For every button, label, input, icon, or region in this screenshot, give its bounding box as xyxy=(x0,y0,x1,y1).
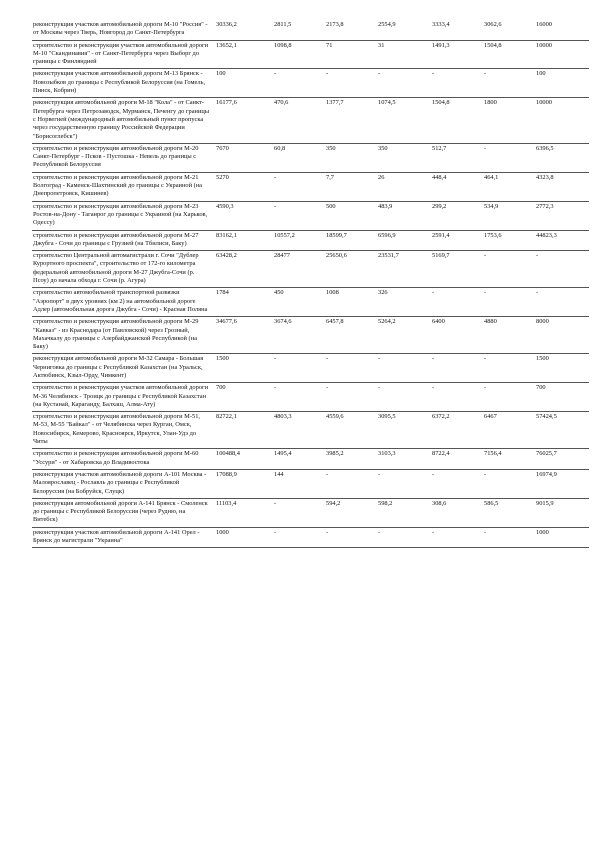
value-cell: 4559,6 xyxy=(326,413,344,421)
value-cell: 3674,6 xyxy=(274,318,292,326)
table-row xyxy=(32,69,589,98)
value-cell: 10557,2 xyxy=(274,231,295,239)
table-row xyxy=(32,498,589,527)
value-cell: - xyxy=(484,252,487,260)
project-name-cell: реконструкция автомобильной дороги М-18 "Кола" - от Санкт-Петербурга через Петрозаводск, Мурманск, Печенгу до границы с Норвегией (международный автомобильный пункт пропуска через государственную границу Российской Федерации "Борисоглебск") xyxy=(33,99,210,140)
value-cell: 450 xyxy=(274,289,284,297)
value-cell: 144 xyxy=(274,470,284,478)
value-cell: 448,4 xyxy=(432,173,447,181)
value-cell: - xyxy=(326,470,329,478)
table-row xyxy=(32,317,589,354)
value-cell: 1784 xyxy=(216,289,229,297)
value-cell: 1000 xyxy=(216,528,229,536)
value-cell: 11103,4 xyxy=(216,499,237,507)
value-cell: 13652,1 xyxy=(216,41,237,49)
value-cell: 6457,8 xyxy=(326,318,344,326)
value-cell: 1491,3 xyxy=(432,41,450,49)
value-cell: 4803,3 xyxy=(274,413,292,421)
table-row xyxy=(32,412,589,449)
value-cell: 1753,6 xyxy=(484,231,502,239)
table-row xyxy=(32,172,589,201)
table-row xyxy=(32,98,589,143)
value-cell: 1500 xyxy=(216,355,229,363)
value-cell: 5264,2 xyxy=(378,318,396,326)
value-cell: 8722,4 xyxy=(432,450,450,458)
table-row xyxy=(32,527,589,548)
value-cell: - xyxy=(274,355,277,363)
value-cell: - xyxy=(274,202,277,210)
value-cell: 2591,4 xyxy=(432,231,450,239)
value-cell: 100 xyxy=(536,70,546,78)
value-cell: 44823,3 xyxy=(536,231,557,239)
project-name-cell: строительство и реконструкция участков автомобильной дороги М-36 Челябинск - Троицк до границы с Республикой Казахстан (на Кустанай, Караганду, Балхаш, Алма-Ату) xyxy=(33,384,209,408)
value-cell: 5169,7 xyxy=(432,252,450,260)
value-cell: - xyxy=(378,384,381,392)
value-cell: 17088,9 xyxy=(216,470,237,478)
value-cell: 7156,4 xyxy=(484,450,502,458)
value-cell: 1000 xyxy=(536,528,549,536)
value-cell: 7670 xyxy=(216,144,229,152)
value-cell: - xyxy=(484,528,487,536)
value-cell: 7,7 xyxy=(326,173,334,181)
value-cell: - xyxy=(274,528,277,536)
value-cell: 4590,3 xyxy=(216,202,234,210)
table-row xyxy=(32,230,589,251)
value-cell: 534,9 xyxy=(484,202,499,210)
project-name-cell: строительство автомобильной транспортной развязки "Аэропорт" в двух уровнях (км 2) на автомобильной дороге Адлер (автомобильная дорога Джубга - Сочи) - Красная Поляна xyxy=(33,289,208,313)
value-cell: 76025,7 xyxy=(536,450,557,458)
project-name-cell: реконструкция участков автомобильной дороги А-101 Москва - Малоярославец - Рославль до границы с Республикой Белоруссия (на Бобруйск, Слуцк) xyxy=(33,470,207,495)
value-cell: 57424,5 xyxy=(536,413,557,421)
value-cell: 18599,7 xyxy=(326,231,347,239)
project-name-cell: строительство и реконструкция автомобильной дороги М-20 Санкт-Петербург - Псков - Пустошка - Невель до границы с Республикой Белоруссия xyxy=(33,144,199,169)
table-row xyxy=(32,288,589,317)
value-cell: - xyxy=(432,384,435,392)
value-cell: - xyxy=(326,528,329,536)
value-cell: 10000 xyxy=(536,41,552,49)
project-name-cell: реконструкция участков автомобильной дороги М-10 "Россия" - от Москвы через Тверь, Новгород до Санкт-Петербурга xyxy=(33,21,208,37)
value-cell: - xyxy=(326,70,329,78)
value-cell: 83162,1 xyxy=(216,231,237,239)
value-cell: 3103,3 xyxy=(378,450,396,458)
table-row xyxy=(32,40,589,69)
value-cell: 60,8 xyxy=(274,144,286,152)
value-cell: 8000 xyxy=(536,318,549,326)
value-cell: - xyxy=(274,173,277,181)
value-cell: - xyxy=(432,70,435,78)
value-cell: 5270 xyxy=(216,173,229,181)
value-cell: 30336,2 xyxy=(216,21,237,28)
value-cell: 594,2 xyxy=(326,499,341,507)
value-cell: 350 xyxy=(378,144,388,152)
value-cell: - xyxy=(432,289,435,297)
value-cell: 470,6 xyxy=(274,99,289,107)
value-cell: - xyxy=(484,289,487,297)
value-cell: - xyxy=(378,70,381,78)
value-cell: 25650,6 xyxy=(326,252,347,260)
value-cell: 16177,6 xyxy=(216,99,237,107)
value-cell: 308,6 xyxy=(432,499,447,507)
value-cell: 326 xyxy=(378,289,388,297)
value-cell: - xyxy=(432,528,435,536)
value-cell: 34677,6 xyxy=(216,318,237,326)
value-cell: - xyxy=(432,470,435,478)
roads-investment-table xyxy=(32,20,589,548)
project-name-cell: строительство и реконструкция автомобильной дороги М-27 Джубга - Сочи до границы с Грузией (на Тбилиси, Баку) xyxy=(33,231,199,247)
project-name-cell: строительство и реконструкция автомобильной дороги М-51, М-53, М-55 "Байкал" - от Челябинска через Курган, Омск, Новосибирск, Кемерово, Красноярск, Иркутск, Улан-Удэ до Читы xyxy=(33,413,200,446)
value-cell: - xyxy=(484,384,487,392)
value-cell: 1377,7 xyxy=(326,99,344,107)
table-row xyxy=(32,449,589,470)
project-name-cell: строительство Центральной автомагистрали г. Сочи "Дублер Курортного проспекта", строительство от 172-го километра федеральной автомобильной дороги М-27 Джубга-Сочи (р. Псоу) до начала обхода г. Сочи (р. Агура) xyxy=(33,252,199,285)
value-cell: 2772,3 xyxy=(536,202,554,210)
value-cell: 100 xyxy=(216,70,226,78)
value-cell: 31 xyxy=(378,41,385,49)
value-cell: 1008 xyxy=(326,289,339,297)
project-name-cell: реконструкция автомобильной дороги А-141 Брянск - Смоленск до границы с Республикой Белоруссия (через Рудню, на Витебск) xyxy=(33,499,208,524)
value-cell: 100488,4 xyxy=(216,450,240,458)
value-cell: - xyxy=(326,355,329,363)
value-cell: 3985,2 xyxy=(326,450,344,458)
value-cell: 6400 xyxy=(432,318,445,326)
value-cell: 23531,7 xyxy=(378,252,399,260)
table-row xyxy=(32,383,589,412)
table-row xyxy=(32,20,589,40)
table-row xyxy=(32,469,589,498)
value-cell: - xyxy=(536,252,539,260)
value-cell: 1500 xyxy=(536,355,549,363)
value-cell: 700 xyxy=(216,384,226,392)
value-cell: 598,2 xyxy=(378,499,393,507)
value-cell: 6596,9 xyxy=(378,231,396,239)
value-cell: 1800 xyxy=(484,99,497,107)
value-cell: 512,7 xyxy=(432,144,447,152)
value-cell: 16974,9 xyxy=(536,470,557,478)
value-cell: 1074,5 xyxy=(378,99,396,107)
value-cell: 3062,6 xyxy=(484,21,502,28)
value-cell: 700 xyxy=(536,384,546,392)
value-cell: 500 xyxy=(326,202,336,210)
value-cell: 350 xyxy=(326,144,336,152)
value-cell: - xyxy=(274,384,277,392)
table-row xyxy=(32,143,589,172)
value-cell: - xyxy=(274,499,277,507)
value-cell: - xyxy=(484,355,487,363)
value-cell: - xyxy=(484,470,487,478)
project-name-cell: строительство и реконструкция автомобильной дороги М-60 "Уссури" - от Хабаровска до Владивостока xyxy=(33,450,199,466)
project-name-cell: строительство и реконструкция автомобильной дороги М-23 Ростов-на-Дону - Таганрог до границы с Украиной (на Харьков, Одессу) xyxy=(33,202,208,227)
value-cell: - xyxy=(274,70,277,78)
value-cell: 483,9 xyxy=(378,202,393,210)
value-cell: 1098,8 xyxy=(274,41,292,49)
value-cell: - xyxy=(378,528,381,536)
table-row xyxy=(32,251,589,288)
value-cell: 1495,4 xyxy=(274,450,292,458)
project-name-cell: реконструкция участков автомобильной дороги М-13 Брянск - Новозыбков до границы с Республикой Белоруссия (на Гомель, Пинск, Кобрин) xyxy=(33,70,206,95)
value-cell: - xyxy=(432,355,435,363)
value-cell: 464,1 xyxy=(484,173,499,181)
value-cell: 1504,8 xyxy=(484,41,502,49)
project-name-cell: строительство и реконструкция автомобильной дороги М-21 Волгоград - Каменск-Шахтинский до границы с Украиной (на Днепропетровск, Кишинев) xyxy=(33,173,202,198)
value-cell: 9015,9 xyxy=(536,499,554,507)
value-cell: 16000 xyxy=(536,21,552,28)
value-cell: - xyxy=(484,70,487,78)
project-name-cell: строительство и реконструкция участков автомобильной дороги М-10 "Скандинавия" - от Санкт-Петербурга через Выборг до границы с Финляндией xyxy=(33,41,209,66)
value-cell: - xyxy=(326,384,329,392)
value-cell: 4880 xyxy=(484,318,497,326)
project-name-cell: строительство и реконструкция автомобильной дороги М-29 "Кавказ" - из Краснодара (от Павловской) через Грозный, Махачкалу до границы с Азербайджанской Республикой (на Баку) xyxy=(33,318,199,351)
value-cell: 299,2 xyxy=(432,202,447,210)
value-cell: 26 xyxy=(378,173,385,181)
value-cell: 82722,1 xyxy=(216,413,237,421)
value-cell: - xyxy=(536,289,539,297)
value-cell: 6396,5 xyxy=(536,144,554,152)
value-cell: 3333,4 xyxy=(432,21,450,28)
value-cell: 6372,2 xyxy=(432,413,450,421)
value-cell: - xyxy=(484,144,487,152)
value-cell: - xyxy=(378,355,381,363)
value-cell: 28477 xyxy=(274,252,290,260)
value-cell: 2173,8 xyxy=(326,21,344,28)
value-cell: 2554,9 xyxy=(378,21,396,28)
value-cell: 6467 xyxy=(484,413,497,421)
value-cell: 4323,8 xyxy=(536,173,554,181)
table-row xyxy=(32,354,589,383)
value-cell: 71 xyxy=(326,41,333,49)
table-row xyxy=(32,201,589,230)
value-cell: 2811,5 xyxy=(274,21,292,28)
value-cell: 1504,8 xyxy=(432,99,450,107)
value-cell: 63428,2 xyxy=(216,252,237,260)
project-name-cell: реконструкция автомобильной дороги М-32 Самара - Большая Черниговка до границы с Республикой Казахстан (на Уральск, Актюбинск, Кзыл-Орду, Чимкент) xyxy=(33,355,204,379)
value-cell: 586,5 xyxy=(484,499,499,507)
table-body xyxy=(32,20,589,548)
value-cell: 3095,5 xyxy=(378,413,396,421)
value-cell: 10000 xyxy=(536,99,552,107)
value-cell: - xyxy=(378,470,381,478)
project-name-cell: реконструкция участков автомобильной дороги А-141 Орел - Брянск до магистрали "Украина" xyxy=(33,528,200,545)
